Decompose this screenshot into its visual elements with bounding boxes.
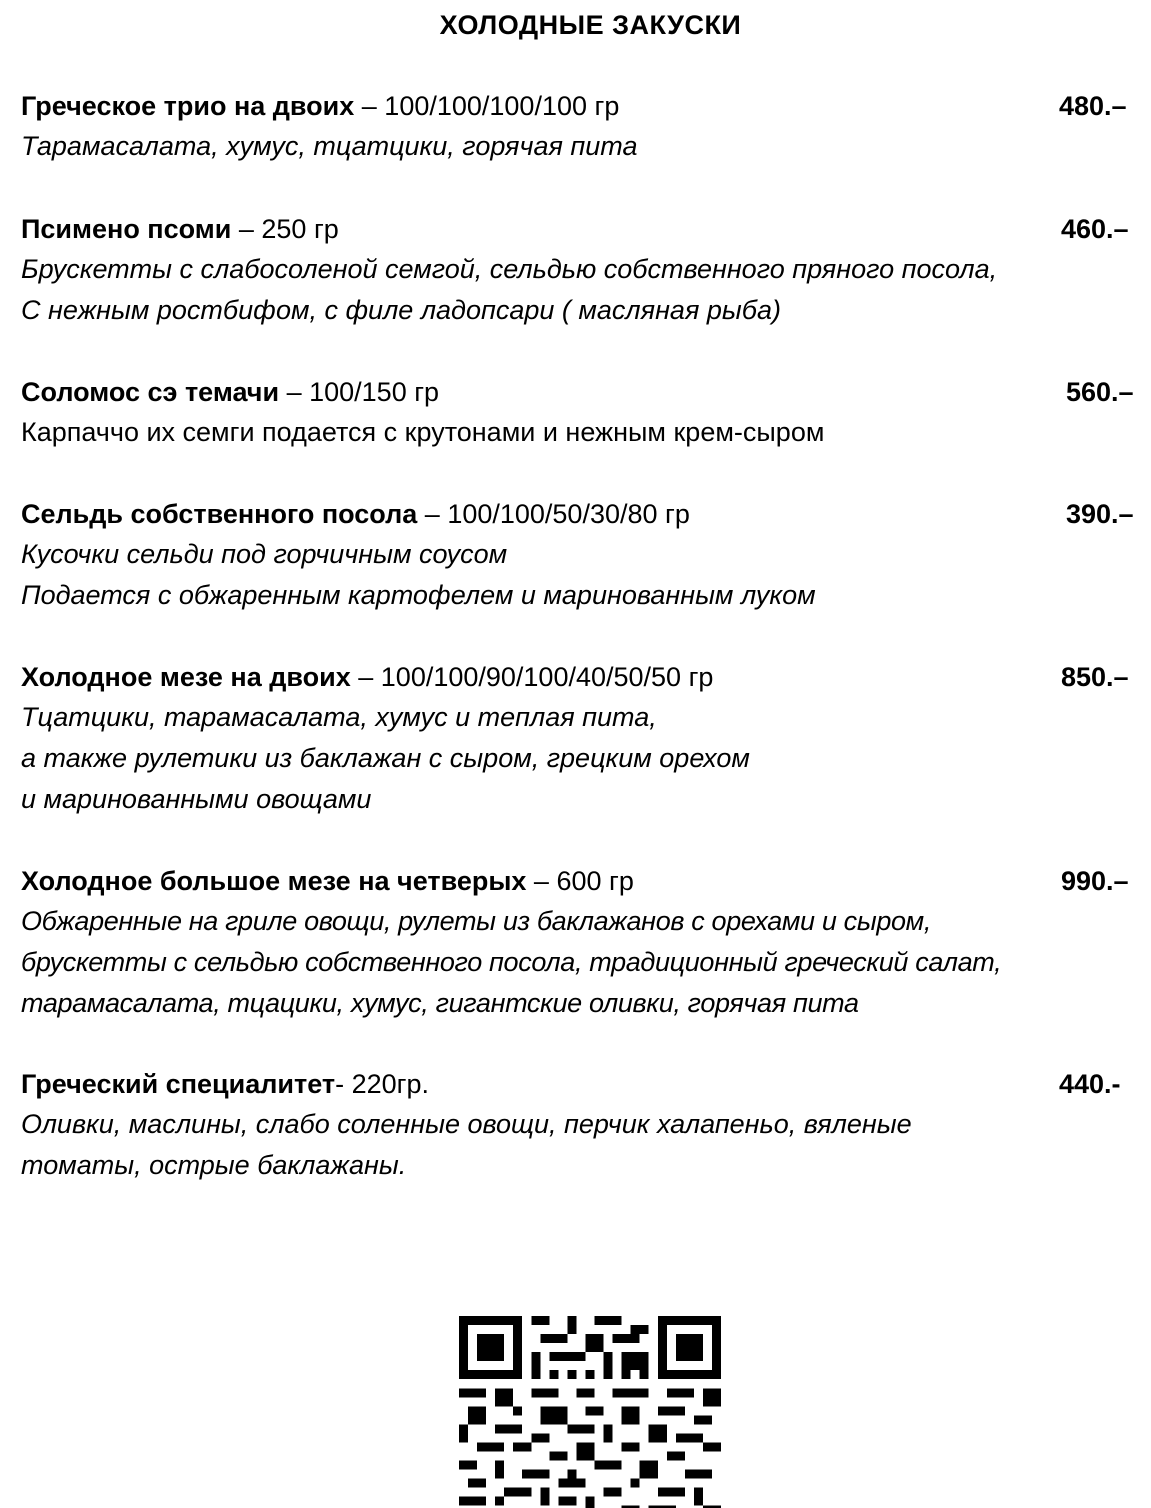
menu-item-header xyxy=(21,372,1151,412)
dish-weight: 600 гр xyxy=(556,866,634,896)
dish-price: 480.– xyxy=(1059,91,1127,121)
dish-name: Греческое трио на двоих xyxy=(21,91,355,121)
dish-price: 460.– xyxy=(1061,214,1129,244)
menu-item-header xyxy=(21,494,1151,534)
dish-weight: 100/150 гр xyxy=(309,377,440,407)
dish-name: Сельдь собственного посола xyxy=(21,499,418,529)
dish-name: Холодное мезе на двоих xyxy=(21,662,351,692)
menu-item xyxy=(21,372,1151,453)
dish-description: Брускетты с слабосоленой семгой, сельдью собственного пряного посола, xyxy=(21,254,998,284)
dish-weight: 100/100/90/100/40/50/50 гр xyxy=(380,662,714,692)
separator: – xyxy=(279,377,310,407)
menu-item xyxy=(21,657,1151,820)
dish-name: Греческий специалитет xyxy=(21,1069,336,1099)
dish-price: 850.– xyxy=(1061,662,1129,692)
menu-item-header xyxy=(21,209,1151,249)
dish-description: Обжаренные на гриле овощи, рулеты из баклажанов с орехами и сыром, xyxy=(21,906,931,936)
dish-name: Холодное большое мезе на четверых xyxy=(21,866,527,896)
dish-description: С нежным ростбифом, с филе ладопсари ( масляная рыба) xyxy=(21,295,781,325)
dish-description: Подается с обжаренным картофелем и маринованным луком xyxy=(21,580,816,610)
dish-price: 390.– xyxy=(1066,499,1134,529)
dish-weight: 250 гр xyxy=(261,214,339,244)
dish-description: Оливки, маслины, слабо соленные овощи, перчик халапеньо, вяленые xyxy=(21,1109,912,1139)
dish-name: Соломос сэ темачи xyxy=(21,377,280,407)
qr-code[interactable] xyxy=(459,1316,721,1508)
dish-description: Тцатцики, тарамасалата, хумус и теплая пита, xyxy=(21,702,657,732)
dish-name: Псимено псоми xyxy=(21,214,232,244)
dish-description: а также рулетики из баклажан с сыром, грецким орехом xyxy=(21,743,750,773)
dish-description: Карпаччо их семги подается с крутонами и нежным крем-сыром xyxy=(21,417,825,447)
menu-item-header xyxy=(21,657,1151,697)
menu-item xyxy=(21,86,1151,167)
menu-item xyxy=(21,209,1151,331)
menu-item xyxy=(21,861,1151,1024)
dish-price: 990.– xyxy=(1061,866,1129,896)
menu-item xyxy=(21,494,1151,616)
dish-description: томаты, острые баклажаны. xyxy=(21,1150,407,1180)
dish-description: тарамасалата, тцацики, хумус, гигантские оливки, горячая пита xyxy=(21,988,859,1018)
dish-weight: 220гр. xyxy=(351,1069,430,1099)
separator: – xyxy=(231,214,262,244)
dish-description: Тарамасалата, хумус, тцатцики, горячая пита xyxy=(21,131,638,161)
separator: – xyxy=(417,499,448,529)
separator: – xyxy=(354,91,385,121)
dish-description: брускетты с сельдью собственного посола, традиционный греческий салат, xyxy=(21,947,1002,977)
menu-item-header xyxy=(21,86,1151,126)
separator: – xyxy=(350,662,381,692)
dish-price: 560.– xyxy=(1066,377,1134,407)
dish-description: и маринованными овощами xyxy=(21,784,372,814)
dish-weight: 100/100/100/100 гр xyxy=(384,91,620,121)
menu-item-header xyxy=(21,861,1151,901)
dish-weight: 100/100/50/30/80 гр xyxy=(447,499,690,529)
separator: – xyxy=(526,866,557,896)
menu-section-title: ХОЛОДНЫЕ ЗАКУСКИ xyxy=(439,10,742,40)
dish-description: Кусочки сельди под горчичным соусом xyxy=(21,539,508,569)
menu-item-header xyxy=(21,1064,1151,1104)
dish-price: 440.- xyxy=(1059,1069,1121,1099)
menu-item xyxy=(21,1064,1151,1186)
separator: - xyxy=(335,1069,352,1099)
